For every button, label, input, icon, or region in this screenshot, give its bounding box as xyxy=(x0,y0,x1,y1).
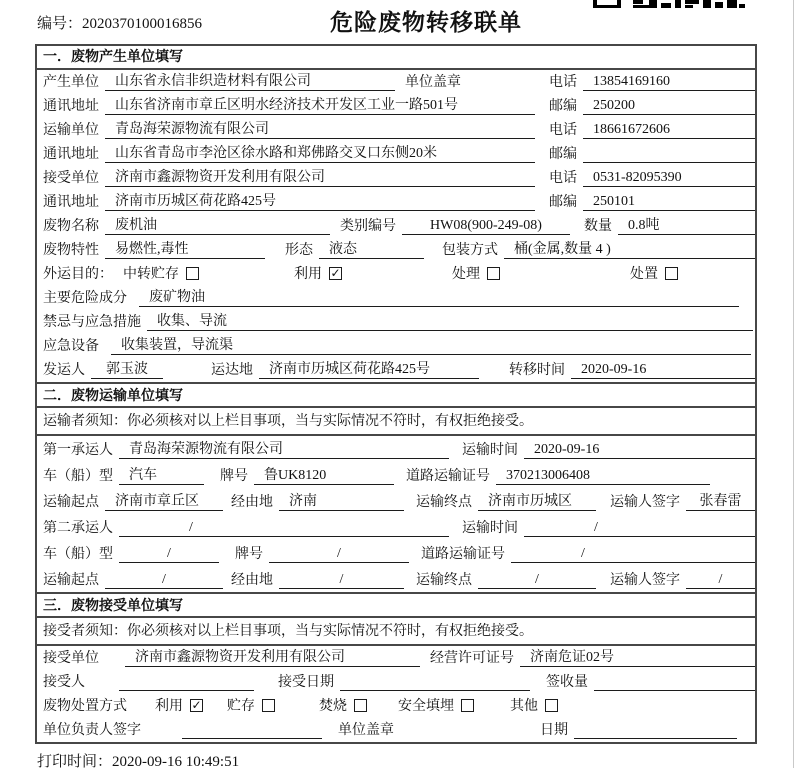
print-time xyxy=(37,750,239,768)
zip3-value: 250101 xyxy=(583,194,755,211)
zip3-label: 邮编 xyxy=(549,195,577,210)
transfer-time-label: 转移时间 xyxy=(509,363,565,378)
vtype1-value: 汽车 xyxy=(119,464,204,485)
receive-unit-value: 济南市鑫源物资开发利用有限公司 xyxy=(105,166,535,187)
purpose-option-use xyxy=(294,263,342,283)
print-time-label: 打印时间： xyxy=(37,754,113,768)
hazard-value: 废矿物油 xyxy=(139,286,739,307)
plate2-value: / xyxy=(269,546,409,563)
doc-number xyxy=(37,12,202,33)
row-addr2 xyxy=(37,142,755,166)
dest2-value: / xyxy=(478,572,596,589)
addr1-value: 山东省济南市章丘区明水经济技术开发区工业一路501号 xyxy=(105,94,535,115)
purpose-option-transfer-storage xyxy=(123,263,199,283)
carrier1-value: 青岛海荣源物流有限公司 xyxy=(119,438,449,459)
time1-value: 2020-09-16 xyxy=(524,442,755,459)
disposal-landfill-checkbox xyxy=(461,699,474,712)
transport-unit-label: 运输单位 xyxy=(43,123,99,138)
sign1-value: 张春雷 xyxy=(686,490,755,511)
sign1-label: 运输人签字 xyxy=(610,495,680,510)
purpose-transfer-storage-label: 中转贮存 xyxy=(123,267,179,282)
sign2-value: / xyxy=(686,572,755,589)
disposal-use-checkbox: ✓ xyxy=(191,697,202,712)
time1-label: 运输时间 xyxy=(462,443,518,458)
disposal-use-label: 利用 xyxy=(155,699,183,714)
row-purpose xyxy=(37,262,755,286)
via1-label: 经由地 xyxy=(231,495,273,510)
zip2-value xyxy=(583,146,755,163)
hazard-label: 主要危险成分 xyxy=(43,291,127,306)
carrier1-label: 第一承运人 xyxy=(43,443,113,458)
form-label: 形态 xyxy=(285,243,313,258)
package-value: 桶(金属,数量 4 ) xyxy=(504,238,755,259)
permit1-label: 道路运输证号 xyxy=(406,469,490,484)
carrier2-label: 第二承运人 xyxy=(43,521,113,536)
dest2-label: 运输终点 xyxy=(416,573,472,588)
doc-number-label: 编号： xyxy=(37,16,83,32)
chief-sign-value xyxy=(182,722,322,739)
row-hazard xyxy=(37,286,755,310)
disposal-other-checkbox xyxy=(545,699,558,712)
row-carrier1 xyxy=(37,436,755,462)
purpose-transfer-storage-checkbox xyxy=(186,267,199,280)
doc-number-value: 2020370100016856 xyxy=(82,16,203,32)
package-label: 包装方式 xyxy=(442,243,498,258)
addr1-label: 通讯地址 xyxy=(43,99,99,114)
page-right-edge xyxy=(793,0,794,768)
transfer-time-value: 2020-09-16 xyxy=(571,362,755,379)
recipient-value xyxy=(119,674,254,691)
dest1-value: 济南市历城区 xyxy=(478,490,596,511)
qr-code-fragment-icon xyxy=(593,0,745,8)
row-waste-name xyxy=(37,214,755,238)
carrier2-value: / xyxy=(119,520,449,537)
quantity-value: 0.8吨 xyxy=(618,214,755,235)
transport-unit-value: 青岛海荣源物流有限公司 xyxy=(105,118,535,139)
row-carrier2 xyxy=(37,514,755,540)
origin1-label: 运输起点 xyxy=(43,495,99,510)
license-label: 经营许可证号 xyxy=(430,651,514,666)
disposal-option-use xyxy=(155,695,203,715)
license-value: 济南危证02号 xyxy=(520,646,755,667)
permit2-value: / xyxy=(511,546,755,563)
row-receive-unit xyxy=(37,166,755,190)
zip2-label: 邮编 xyxy=(549,147,577,162)
print-time-value: 2020-09-16 10:49:51 xyxy=(112,754,240,768)
form-value: 液态 xyxy=(319,238,424,259)
row-addr3 xyxy=(37,190,755,214)
date-label: 日期 xyxy=(540,723,568,738)
receiver-label: 接受单位 xyxy=(43,651,99,666)
sign2-label: 运输人签字 xyxy=(610,573,680,588)
equipment-value: 收集装置，导流渠 xyxy=(111,334,751,355)
row-disposal xyxy=(37,694,755,718)
section2-notice: 运输者须知：你必须核对以上栏目事项，当与实际情况不符时，有权拒绝接受。 xyxy=(37,408,755,436)
row-chief-sign xyxy=(37,718,755,742)
vtype2-value: / xyxy=(119,546,219,563)
section3-notice: 接受者须知：你必须核对以上栏目事项，当与实际情况不符时，有权拒绝接受。 xyxy=(37,618,755,646)
receive-date-value xyxy=(340,674,530,691)
disposal-storage-label: 贮存 xyxy=(227,699,255,714)
category-label: 类别编号 xyxy=(340,219,396,234)
phone1-value: 13854169160 xyxy=(583,74,755,91)
addr3-label: 通讯地址 xyxy=(43,195,99,210)
disposal-option-storage xyxy=(227,695,275,715)
permit2-label: 道路运输证号 xyxy=(421,547,505,562)
disposal-incinerate-checkbox xyxy=(354,699,367,712)
phone2-value: 18661672606 xyxy=(583,122,755,139)
taboo-value: 收集、导流 xyxy=(147,310,753,331)
purpose-option-dispose xyxy=(630,263,678,283)
purpose-label: 外运目的： xyxy=(43,267,113,282)
disposal-option-incinerate xyxy=(319,695,367,715)
disposal-other-label: 其他 xyxy=(510,699,538,714)
purpose-use-checkbox: ✓ xyxy=(330,265,341,280)
sign-qty-label: 签收量 xyxy=(546,675,588,690)
produce-unit-value: 山东省永信非织造材料有限公司 xyxy=(105,70,395,91)
disposal-storage-checkbox xyxy=(262,699,275,712)
disposal-incinerate-label: 焚烧 xyxy=(319,699,347,714)
receive-date-label: 接受日期 xyxy=(278,675,334,690)
row-recipient xyxy=(37,670,755,694)
chief-sign-label: 单位负责人签字 xyxy=(43,723,141,738)
time2-value: / xyxy=(524,520,755,537)
section3-header: 三．废物接受单位填写 xyxy=(37,592,755,618)
purpose-dispose-label: 处置 xyxy=(630,267,658,282)
phone1-label: 电话 xyxy=(549,75,577,90)
row-vehicle1 xyxy=(37,462,755,488)
taboo-label: 禁忌与应急措施 xyxy=(43,315,141,330)
row-route2 xyxy=(37,566,755,592)
zip1-value: 250200 xyxy=(583,98,755,115)
row-taboo xyxy=(37,310,755,334)
addr2-label: 通讯地址 xyxy=(43,147,99,162)
origin1-value: 济南市章丘区 xyxy=(105,490,223,511)
phone2-label: 电话 xyxy=(549,123,577,138)
section1-header: 一．废物产生单位填写 xyxy=(37,46,755,70)
disposal-option-other xyxy=(510,695,558,715)
plate1-label: 牌号 xyxy=(220,469,248,484)
dest1-label: 运输终点 xyxy=(416,495,472,510)
category-value: HW08(900-249-08) xyxy=(402,218,570,235)
purpose-treat-checkbox xyxy=(487,267,500,280)
row-shipper xyxy=(37,358,755,382)
row-transport-unit xyxy=(37,118,755,142)
phone3-value: 0531-82095390 xyxy=(583,170,755,187)
page-title: 危险废物转移联单 xyxy=(330,10,522,35)
section2-header: 二．废物运输单位填写 xyxy=(37,382,755,408)
produce-unit-label: 产生单位 xyxy=(43,75,99,90)
via1-value: 济南 xyxy=(279,490,404,511)
purpose-use-label: 利用 xyxy=(294,267,322,282)
unit-seal-label: 单位盖章 xyxy=(405,75,461,90)
quantity-label: 数量 xyxy=(584,219,612,234)
trait-value: 易燃性,毒性 xyxy=(105,238,265,259)
receiver-value: 济南市鑫源物资开发利用有限公司 xyxy=(125,646,420,667)
receive-unit-label: 接受单位 xyxy=(43,171,99,186)
addr3-value: 济南市历城区荷花路425号 xyxy=(105,190,535,211)
manifest-form-table xyxy=(35,44,757,744)
disposal-option-landfill xyxy=(398,695,474,715)
phone3-label: 电话 xyxy=(549,171,577,186)
via2-value: / xyxy=(279,572,404,589)
time2-label: 运输时间 xyxy=(462,521,518,536)
via2-label: 经由地 xyxy=(231,573,273,588)
row-vehicle2 xyxy=(37,540,755,566)
unit-seal2-label: 单位盖章 xyxy=(338,723,394,738)
purpose-treat-label: 处理 xyxy=(452,267,480,282)
trait-label: 废物特性 xyxy=(43,243,99,258)
date-value xyxy=(574,722,737,739)
permit1-value: 370213006408 xyxy=(496,468,710,485)
destination-value: 济南市历城区荷花路425号 xyxy=(259,358,479,379)
recipient-label: 接受人 xyxy=(43,675,85,690)
shipper-value: 郭玉波 xyxy=(91,358,163,379)
equipment-label: 应急设备 xyxy=(43,339,99,354)
plate1-value: 鲁UK8120 xyxy=(254,464,394,485)
row-addr1 xyxy=(37,94,755,118)
origin2-label: 运输起点 xyxy=(43,573,99,588)
vtype2-label: 车（船）型 xyxy=(43,547,113,562)
addr2-value: 山东省青岛市李沧区徐水路和郑佛路交叉口东侧20米 xyxy=(105,142,535,163)
vtype1-label: 车（船）型 xyxy=(43,469,113,484)
row-receiver xyxy=(37,646,755,670)
waste-name-label: 废物名称 xyxy=(43,219,99,234)
row-produce-unit xyxy=(37,70,755,94)
waste-name-value: 废机油 xyxy=(105,214,330,235)
row-route1 xyxy=(37,488,755,514)
shipper-label: 发运人 xyxy=(43,363,85,378)
disposal-label: 废物处置方式 xyxy=(43,699,127,714)
row-waste-trait xyxy=(37,238,755,262)
purpose-option-treat xyxy=(452,263,500,283)
plate2-label: 牌号 xyxy=(235,547,263,562)
origin2-value: / xyxy=(105,572,223,589)
disposal-landfill-label: 安全填埋 xyxy=(398,699,454,714)
destination-label: 运达地 xyxy=(211,363,253,378)
zip1-label: 邮编 xyxy=(549,99,577,114)
purpose-dispose-checkbox xyxy=(665,267,678,280)
sign-qty-value xyxy=(594,674,755,691)
row-equipment xyxy=(37,334,755,358)
